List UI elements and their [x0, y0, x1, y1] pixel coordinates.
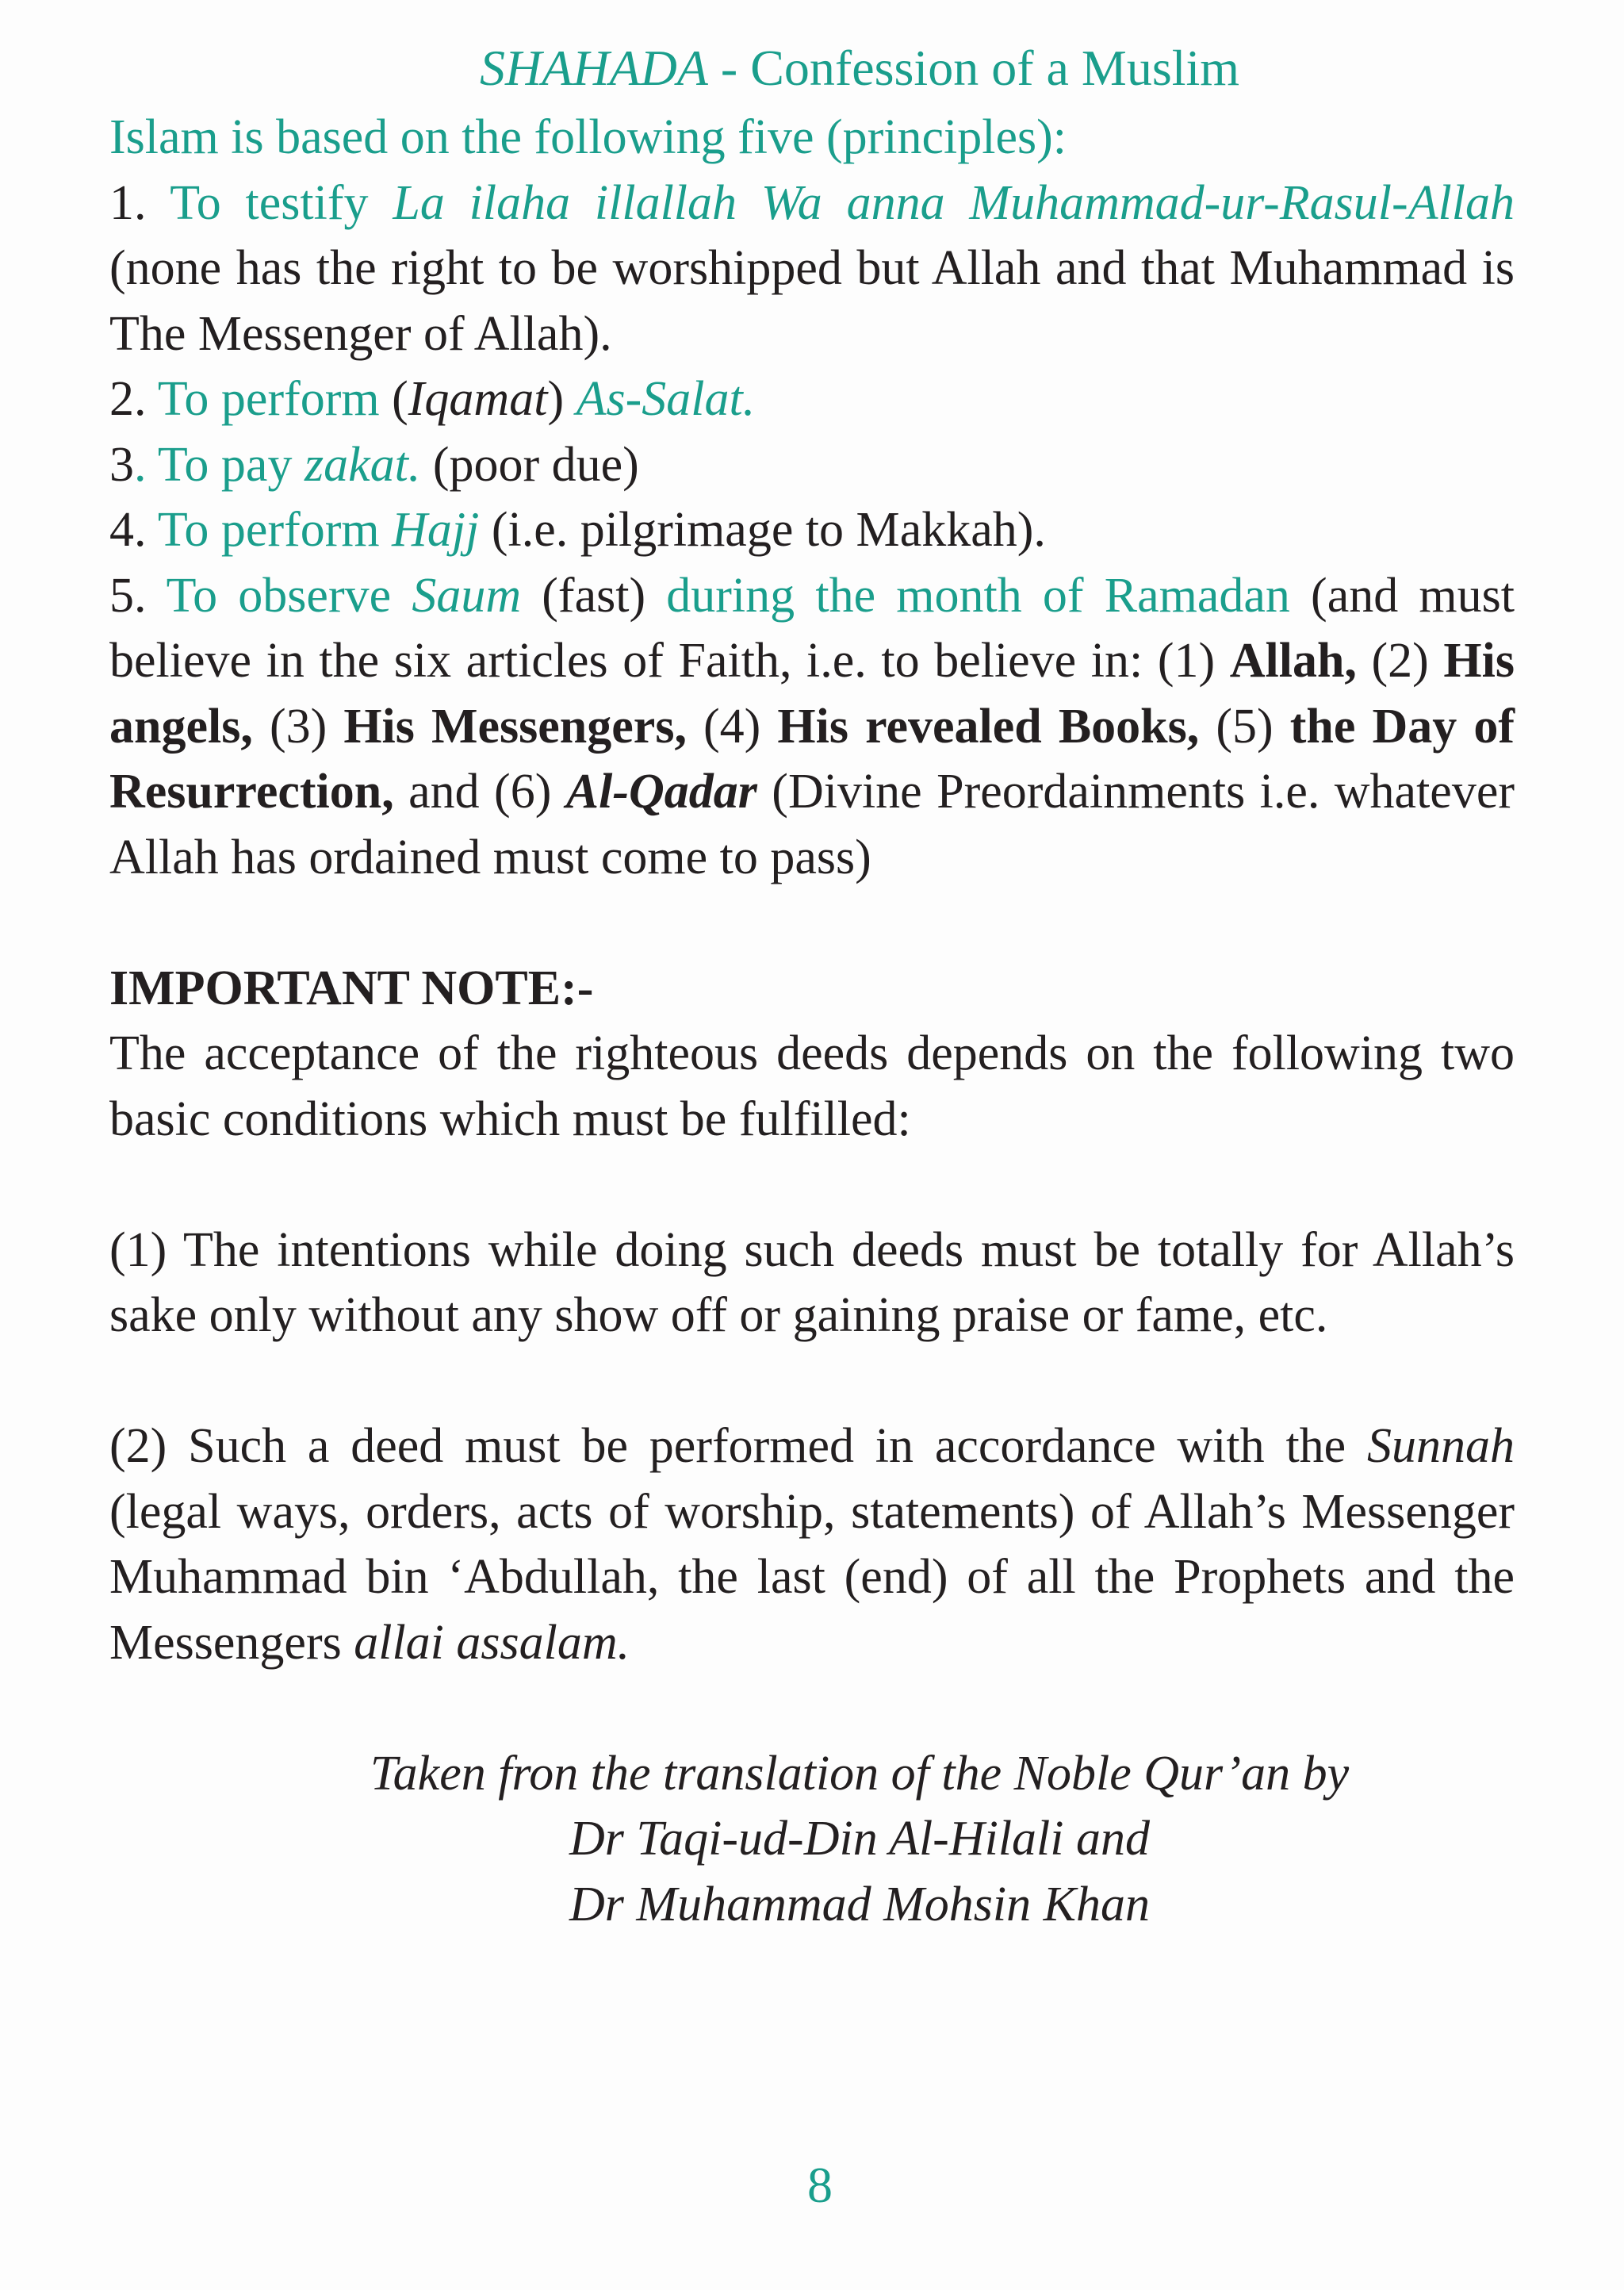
article-6: Al-Qadar — [565, 765, 757, 819]
credit-line-2: Dr Taqi-ud-Din Al-Hilali and — [569, 1812, 1150, 1866]
page-number: 8 — [807, 2157, 833, 2213]
credit-block — [205, 1741, 1515, 1938]
page-content — [109, 32, 1515, 1937]
spacer — [109, 1152, 1515, 1218]
principle-4 — [109, 497, 1515, 563]
principles-intro: Islam is based on the following five (principles): — [109, 110, 1067, 164]
article-1: Allah, — [1229, 634, 1357, 688]
article-6-number: and (6) — [393, 765, 566, 819]
principle-4-lead: To perform — [157, 503, 393, 557]
principle-3-lead: . To pay — [134, 437, 304, 492]
principle-2-open: ( — [379, 372, 408, 426]
principle-3-text: (poor due) — [420, 437, 639, 492]
spacer — [109, 1675, 1515, 1741]
article-4: His revealed Books, — [777, 699, 1200, 754]
principle-2-term2: As-Salat. — [576, 372, 756, 426]
note-heading: IMPORTANT NOTE:- — [109, 961, 594, 1015]
principle-2 — [109, 366, 1515, 432]
principle-5-during: during the month of Ramadan — [666, 568, 1290, 623]
article-3: His Messengers, — [343, 699, 687, 754]
principle-5-tail: (Divine Preordainments i.e. whatever Allah has ordained must come to pass) — [109, 765, 1515, 884]
principle-1-text: (none has the right to be worshipped but Allah and that Muhammad is The Messenger of Allah). — [109, 241, 1515, 361]
condition-2 — [109, 1414, 1515, 1675]
principle-4-number: 4. — [109, 503, 158, 557]
condition-1: (1) The intentions while doing such deeds must be totally for Allah’s sake only without any show off or gaining praise or fame, etc. — [109, 1222, 1515, 1342]
condition-2-text-a: (2) Such a deed must be performed in accordance with the — [109, 1419, 1367, 1473]
principle-5-number: 5. — [109, 568, 167, 623]
title-emphasis: SHAHADA — [479, 40, 708, 96]
article-4-number: (4) — [686, 699, 778, 754]
principle-1-number: 1. — [109, 175, 170, 230]
condition-2-text-b: (legal ways, orders, acts of worship, statements) of Allah’s Messenger Muhammad bin ‘Abdullah, the last (end) of all the Prophets and the Messengers — [109, 1484, 1515, 1670]
principle-3-term: zakat. — [304, 437, 421, 492]
principle-5-term: Saum — [412, 568, 522, 623]
spacer — [109, 890, 1515, 956]
article-5: the Day of Resurrection, — [109, 699, 1515, 819]
principle-2-term: Iqamat — [408, 372, 548, 426]
principle-4-text: (i.e. pilgrimage to Makkah). — [479, 503, 1046, 557]
condition-2-term: Sunnah — [1367, 1419, 1515, 1473]
condition-2-tail: allai assalam. — [354, 1615, 630, 1670]
principle-5 — [109, 563, 1515, 891]
principle-1 — [109, 171, 1515, 367]
spacer — [109, 1348, 1515, 1414]
article-2-number: (2) — [1356, 634, 1444, 688]
principle-3-number: 3 — [109, 437, 134, 492]
principle-3 — [109, 432, 1515, 498]
principle-4-term: Hajj — [392, 503, 480, 557]
principle-1-arabic: La ilaha illallah Wa anna Muhammad-ur-Rasul-Allah — [393, 175, 1515, 230]
article-2: His angels, — [109, 634, 1515, 754]
principle-5-fast: (fast) — [521, 568, 667, 623]
note-intro: The acceptance of the righteous deeds depends on the following two basic conditions which must be fulfilled: — [109, 1026, 1515, 1146]
principle-2-close: ) — [547, 372, 576, 426]
principle-2-number: 2. — [109, 372, 158, 426]
article-5-number: (5) — [1199, 699, 1290, 754]
credit-line-1: Taken fron the translation of the Noble Qur’an by — [370, 1746, 1350, 1801]
principles-section — [109, 105, 1515, 1937]
credit-line-3: Dr Muhammad Mohsin Khan — [569, 1877, 1150, 1931]
article-3-number: (3) — [252, 699, 344, 754]
title-rest: - Confession of a Muslim — [707, 40, 1240, 96]
principle-2-lead: To perform — [157, 372, 380, 426]
principle-1-lead: To testify — [170, 175, 393, 230]
principle-5-text: (and must believe in the six articles of Faith, i.e. to believe in: (1) — [109, 568, 1515, 688]
principle-5-lead: To observe — [166, 568, 412, 623]
page-title — [205, 32, 1515, 105]
